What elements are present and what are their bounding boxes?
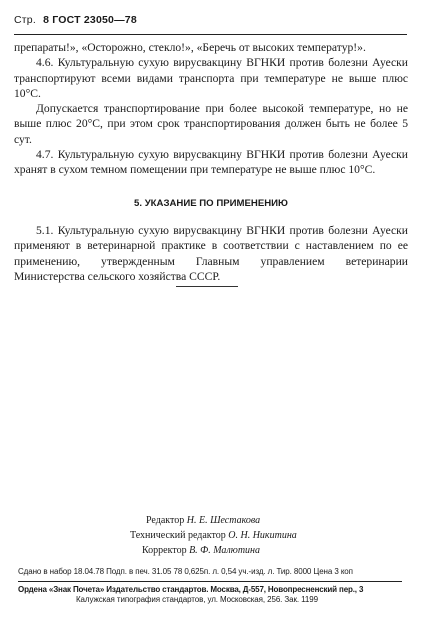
- printer-line: Калужская типография стандартов, ул. Московская, 256. Зак. 1199: [76, 595, 318, 604]
- page-number: 8: [43, 14, 50, 26]
- print-info: Сдано в набор 18.04.78 Подп. в печ. 31.05 78 0,625п. л. 0,54 уч.-изд. л. Тир. 8000 Цена 3 коп: [18, 567, 353, 576]
- paragraph-4-6: 4.6. Культуральную сухую вирусвакцину ВГНКИ против болезни Ауески транспортируют всеми видами транспорта при температуре не выше плюс 10°С.: [14, 56, 408, 100]
- header-rule: [14, 34, 407, 35]
- standard-code: ГОСТ 23050—78: [52, 14, 137, 26]
- proofreader-label: Корректор: [142, 545, 187, 556]
- editor-label: Редактор: [146, 515, 185, 526]
- tech-editor-line: [130, 528, 297, 543]
- paragraph-4-6-note: Допускается транспортирование при более высокой температуре, но не выше плюс 20°С, при этом срок транспортирования должен быть не более 5 сут.: [14, 102, 408, 146]
- page-label: Стр.: [14, 14, 36, 26]
- credits-block: [130, 513, 297, 558]
- imprint-rule: [18, 581, 402, 582]
- editor-name: Н. Е. Шестакова: [186, 515, 261, 526]
- imprint-block: [18, 567, 398, 605]
- paragraph-continuation: препараты!», «Осторожно, стекло!», «Беречь от высоких температур!».: [14, 41, 366, 54]
- editor-line: [130, 513, 297, 528]
- page-header: [14, 14, 137, 26]
- divider-line: [176, 286, 238, 287]
- paragraph-4-7: 4.7. Культуральную сухую вирусвакцину ВГНКИ против болезни Ауески хранят в сухом темном помещении при температуре не выше плюс 10°С.: [14, 148, 408, 177]
- tech-editor-label: Технический редактор: [130, 530, 226, 541]
- tech-editor-name: О. Н. Никитина: [228, 530, 297, 541]
- paragraph-5-1: 5.1. Культуральную сухую вирусвакцину ВГНКИ против болезни Ауески применяют в ветеринарной практике в соответствии с наставлением по ее применению, утвержденным Главным управлением ветеринарии Министерства сельского хозяйства СССР.: [14, 223, 408, 283]
- body-text: [14, 40, 408, 284]
- section-title: 5. УКАЗАНИЕ ПО ПРИМЕНЕНИЮ: [134, 197, 288, 209]
- proofreader-name: В. Ф. Малютина: [189, 545, 261, 556]
- proofreader-line: [130, 543, 297, 558]
- publisher-line: Ордена «Знак Почета» Издательство стандартов. Москва, Д-557, Новопресненский пер., 3: [18, 585, 364, 594]
